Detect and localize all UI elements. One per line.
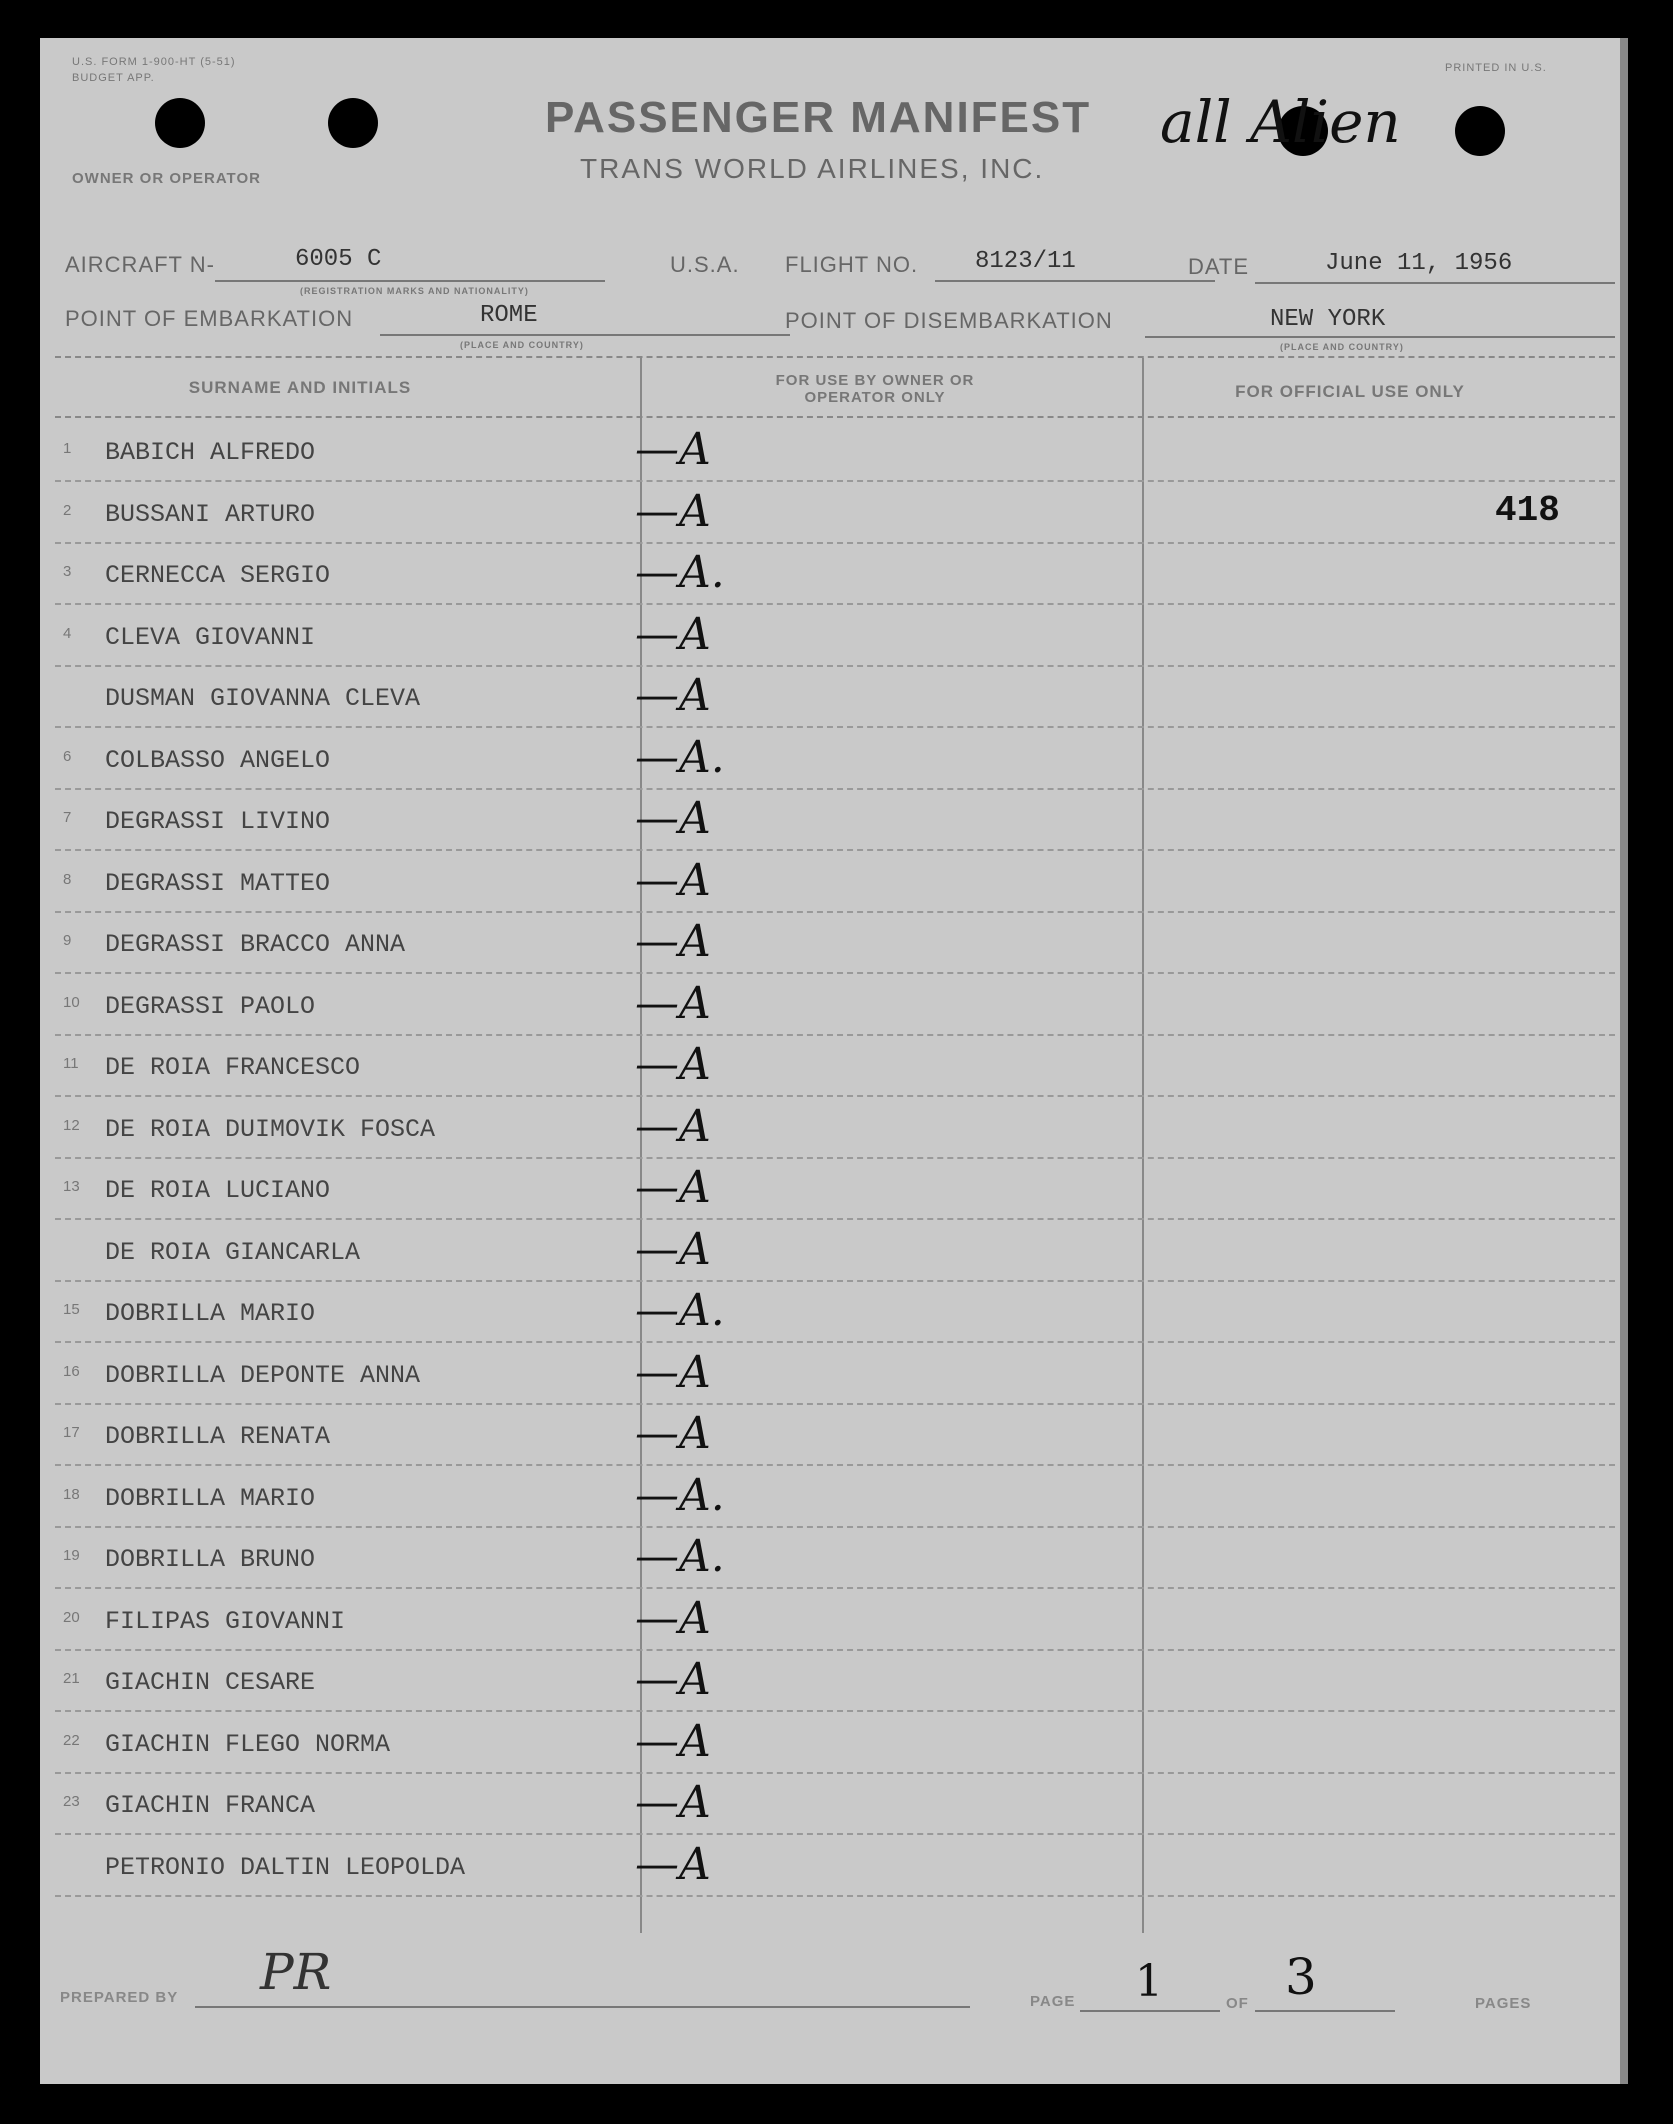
alien-mark: —A. [635,1531,725,1582]
official-use-value: 418 [1495,489,1560,531]
passenger-name: DOBRILLA MARIO [105,1483,316,1513]
alien-mark: —A [635,424,711,475]
disembark-label: POINT OF DISEMBARKATION [785,308,1113,333]
disembark-value: NEW YORK [1270,306,1386,333]
alien-mark: —A [635,1654,711,1705]
flight-value: 8123/11 [975,248,1076,275]
aircraft-line [215,280,605,282]
page-total-line [1255,2010,1395,2012]
passenger-number: 20 [63,1608,80,1626]
alien-mark: —A [635,854,711,906]
passenger-number: 13 [63,1178,80,1195]
passenger-name: GIACHIN CESARE [105,1668,316,1697]
passenger-row [55,1710,1615,1774]
alien-mark: —A. [635,547,725,598]
owner-use-column-heading: FOR USE BY OWNER OR OPERATOR ONLY [775,372,975,406]
passenger-name: CLEVA GIOVANNI [105,622,316,652]
flight-label: FLIGHT NO. [785,252,919,277]
alien-mark: —A [635,1346,711,1398]
alien-mark: —A [635,670,711,721]
passenger-number: 7 [63,809,72,826]
form-number: U.S. FORM 1-900-HT (5-51) [72,56,236,68]
alien-mark: —A [635,916,711,967]
alien-mark: —A [635,1715,711,1767]
airline-name: TRANS WORLD AIRLINES, INC. [580,153,1045,184]
passenger-name: BUSSANI ARTURO [105,499,316,529]
flight-line [935,280,1215,282]
embark-label: POINT OF EMBARKATION [65,306,354,331]
passenger-row [55,1033,1615,1097]
passenger-name: DEGRASSI LIVINO [105,807,331,836]
passenger-name: COLBASSO ANGELO [105,745,331,775]
passenger-name: FILIPAS GIOVANNI [105,1606,346,1636]
passenger-row [55,972,1615,1036]
alien-mark: —A [635,1100,711,1152]
passenger-row [55,1648,1615,1712]
passenger-row [55,910,1615,974]
passenger-row [55,1279,1615,1343]
passenger-row [55,849,1615,913]
passenger-row [55,787,1615,851]
disembark-caption: (PLACE AND COUNTRY) [1280,342,1404,352]
passenger-name: DE ROIA DUIMOVIK FOSCA [105,1114,436,1144]
alien-mark: —A [635,1838,711,1890]
passenger-name: BABICH ALFREDO [105,438,316,467]
alien-mark: —A. [635,1285,725,1336]
passenger-number: 23 [63,1793,80,1810]
alien-mark: —A [635,1162,711,1213]
passenger-number: 8 [63,870,72,888]
passenger-number: 17 [63,1424,80,1441]
alien-mark: —A [635,793,711,844]
passenger-row [55,1833,1615,1897]
passenger-number: 16 [63,1362,80,1380]
embark-line [380,334,790,336]
page-title: PASSENGER MANIFEST [545,93,1092,142]
passenger-name: DEGRASSI BRACCO ANNA [105,930,406,959]
passenger-number: 2 [63,501,72,519]
punch-hole [328,98,378,148]
passenger-number: 6 [63,747,72,765]
passenger-name: DUSMAN GIOVANNA CLEVA [105,684,421,713]
passenger-row [55,1218,1615,1282]
embark-caption: (PLACE AND COUNTRY) [460,340,584,350]
passenger-number: 21 [63,1670,80,1687]
passenger-name: GIACHIN FRANCA [105,1791,316,1820]
prepared-by-line [195,2006,970,2008]
owner-label: OWNER OR OPERATOR [72,170,261,187]
printed-note: PRINTED IN U.S. [1445,62,1547,74]
preparer-signature: PR [260,1943,332,2001]
passenger-number: 22 [63,1731,80,1749]
alien-mark: —A [635,1777,711,1828]
manifest-sheet [40,38,1628,2084]
passenger-name: DOBRILLA BRUNO [105,1545,316,1574]
passenger-row [55,1525,1615,1589]
alien-mark: —A [635,485,711,537]
passenger-name: CERNECCA SERGIO [105,561,331,590]
passenger-number: 12 [63,1116,80,1134]
passenger-name: DE ROIA LUCIANO [105,1176,331,1205]
page-total-value: 3 [1285,1948,1317,2006]
passenger-row [55,1402,1615,1466]
punch-hole [1455,106,1505,156]
passenger-number: 1 [63,440,72,457]
alien-mark: —A [635,1039,711,1090]
date-value: June 11, 1956 [1325,250,1513,277]
passenger-name: DOBRILLA DEPONTE ANNA [105,1360,421,1390]
punch-hole [155,98,205,148]
passenger-row [55,1095,1615,1159]
passenger-name: DEGRASSI PAOLO [105,991,316,1021]
passenger-number: 11 [63,1055,79,1072]
passenger-row [55,541,1615,605]
passenger-row [55,1771,1615,1835]
passenger-row [55,418,1615,482]
passenger-name: DOBRILLA RENATA [105,1422,331,1451]
passenger-row [55,480,1615,544]
nationality: U.S.A. [670,252,740,277]
aircraft-caption: (REGISTRATION MARKS AND NATIONALITY) [300,286,529,296]
alien-mark: —A. [635,731,725,783]
passenger-name: GIACHIN FLEGO NORMA [105,1729,391,1759]
passenger-row [55,1156,1615,1220]
budget-approval: BUDGET APP. [72,72,155,84]
pages-label: PAGES [1475,1995,1532,2012]
passenger-number: 4 [63,624,72,642]
official-use-column-heading: FOR OFFICIAL USE ONLY [1235,382,1465,401]
passenger-name: DE ROIA FRANCESCO [105,1053,361,1082]
aircraft-value: 6005 C [295,246,382,273]
sheet-edge [1620,38,1628,2084]
passenger-number: 3 [63,563,72,580]
passenger-name: DE ROIA GIANCARLA [105,1237,361,1267]
disembark-line [1145,336,1615,338]
surname-column-heading: SURNAME AND INITIALS [188,378,412,397]
passenger-row [55,603,1615,667]
alien-mark: —A. [635,1469,725,1521]
alien-mark: —A [635,608,711,660]
passenger-number: 18 [63,1485,80,1503]
page-line [1080,2010,1220,2012]
alien-mark: —A [635,1592,711,1644]
date-line [1255,282,1615,284]
passenger-number: 9 [63,932,72,949]
passenger-row [55,1464,1615,1528]
passenger-row [55,1587,1615,1651]
passenger-name: PETRONIO DALTIN LEOPOLDA [105,1852,466,1882]
passenger-name: DEGRASSI MATTEO [105,868,331,898]
alien-mark: —A [635,1223,711,1275]
header-divider [55,356,1615,358]
aircraft-label: AIRCRAFT N- [65,252,215,277]
embark-value: ROME [480,302,538,329]
page-label: PAGE [1030,1993,1076,2010]
date-label: DATE [1188,254,1250,279]
alien-mark: —A [635,977,711,1029]
alien-mark: —A [635,1408,711,1459]
handwritten-note: all Alien [1160,88,1401,156]
passenger-number: 10 [63,993,80,1011]
of-label: OF [1226,1995,1249,2012]
passenger-name: DOBRILLA MARIO [105,1299,316,1328]
passenger-row [55,664,1615,728]
passenger-number: 15 [63,1301,80,1318]
passenger-number: 19 [63,1547,80,1564]
passenger-row [55,726,1615,790]
passenger-row [55,1341,1615,1405]
page-value: 1 [1135,1956,1163,2007]
prepared-by-label: PREPARED BY [60,1989,179,2006]
